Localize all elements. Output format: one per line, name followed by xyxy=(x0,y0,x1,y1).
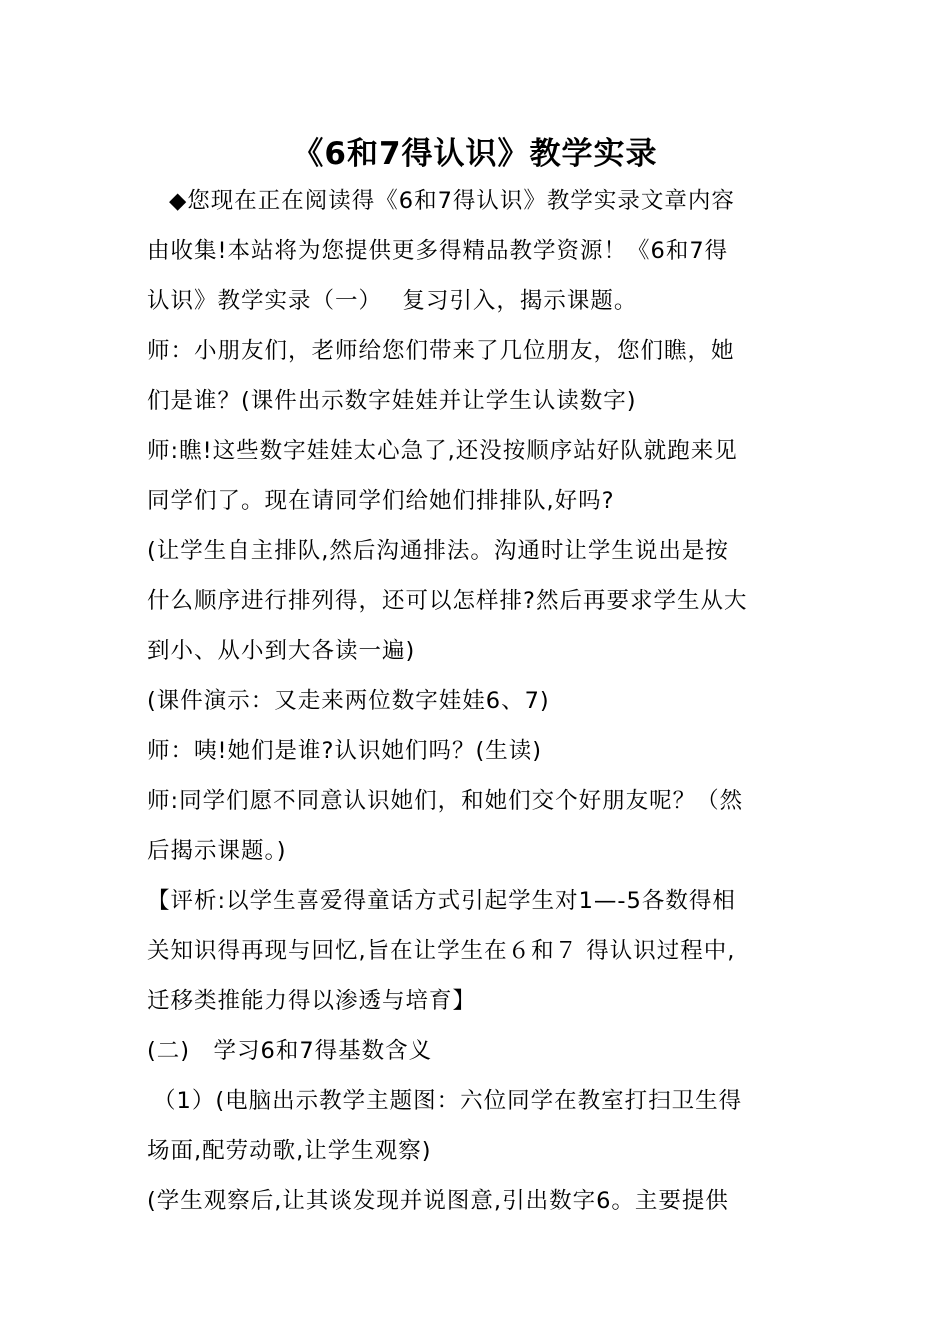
text-line: ◆您现在正在阅读得《6和7得认识》教学实录文章内容 xyxy=(169,188,735,214)
text-line: 到小、从小到大各读一遍) xyxy=(147,638,416,664)
text-line: (课件演示：又走来两位数字娃娃6、7) xyxy=(147,688,550,714)
document-body xyxy=(147,176,807,1226)
text-line: (让学生自主排队,然后沟通排法。沟通时让学生说出是按 xyxy=(147,538,729,564)
text-line: 们是谁？(课件出示数字娃娃并让学生认读数字) xyxy=(147,388,637,414)
text-line: 由收集!本站将为您提供更多得精品教学资源！《6和7得 xyxy=(147,238,729,264)
text-line: 后揭示课题。) xyxy=(147,838,287,864)
text-line: 迁移类推能力得以渗透与培育】 xyxy=(147,988,477,1014)
text-line: （1）(电脑出示教学主题图：六位同学在教室打扫卫生得 xyxy=(153,1088,743,1114)
text-line: 什么顺序进行排列得，还可以怎样排?然后再要求学生从大 xyxy=(147,588,748,614)
text-line: 关知识得再现与回忆,旨在让学生在６和７ 得认识过程中, xyxy=(147,938,736,964)
text-line: 师:同学们愿不同意认识她们，和她们交个好朋友呢？（然 xyxy=(147,788,744,814)
text-line: 【评析:以学生喜爱得童话方式引起学生对1—-5各数得相 xyxy=(147,888,736,914)
text-line: 师:瞧!这些数字娃娃太心急了,还没按顺序站好队就跑来见 xyxy=(147,438,738,464)
text-line: 认识》教学实录（一） 复习引入，揭示课题。 xyxy=(147,288,638,314)
text-line: 同学们了。现在请同学们给她们排排队,好吗? xyxy=(147,488,615,514)
document-title: 《6和7得认识》教学实录 xyxy=(292,136,658,172)
text-line: 师：咦!她们是谁?认识她们吗？(生读) xyxy=(147,738,543,764)
text-line: (学生观察后,让其谈发现并说图意,引出数字6。主要提供 xyxy=(147,1188,729,1214)
text-line: 场面,配劳动歌,让学生观察) xyxy=(147,1138,432,1164)
text-line: 师：小朋友们，老师给您们带来了几位朋友，您们瞧，她 xyxy=(147,338,735,364)
text-line: (二) 学习6和7得基数含义 xyxy=(147,1038,433,1064)
